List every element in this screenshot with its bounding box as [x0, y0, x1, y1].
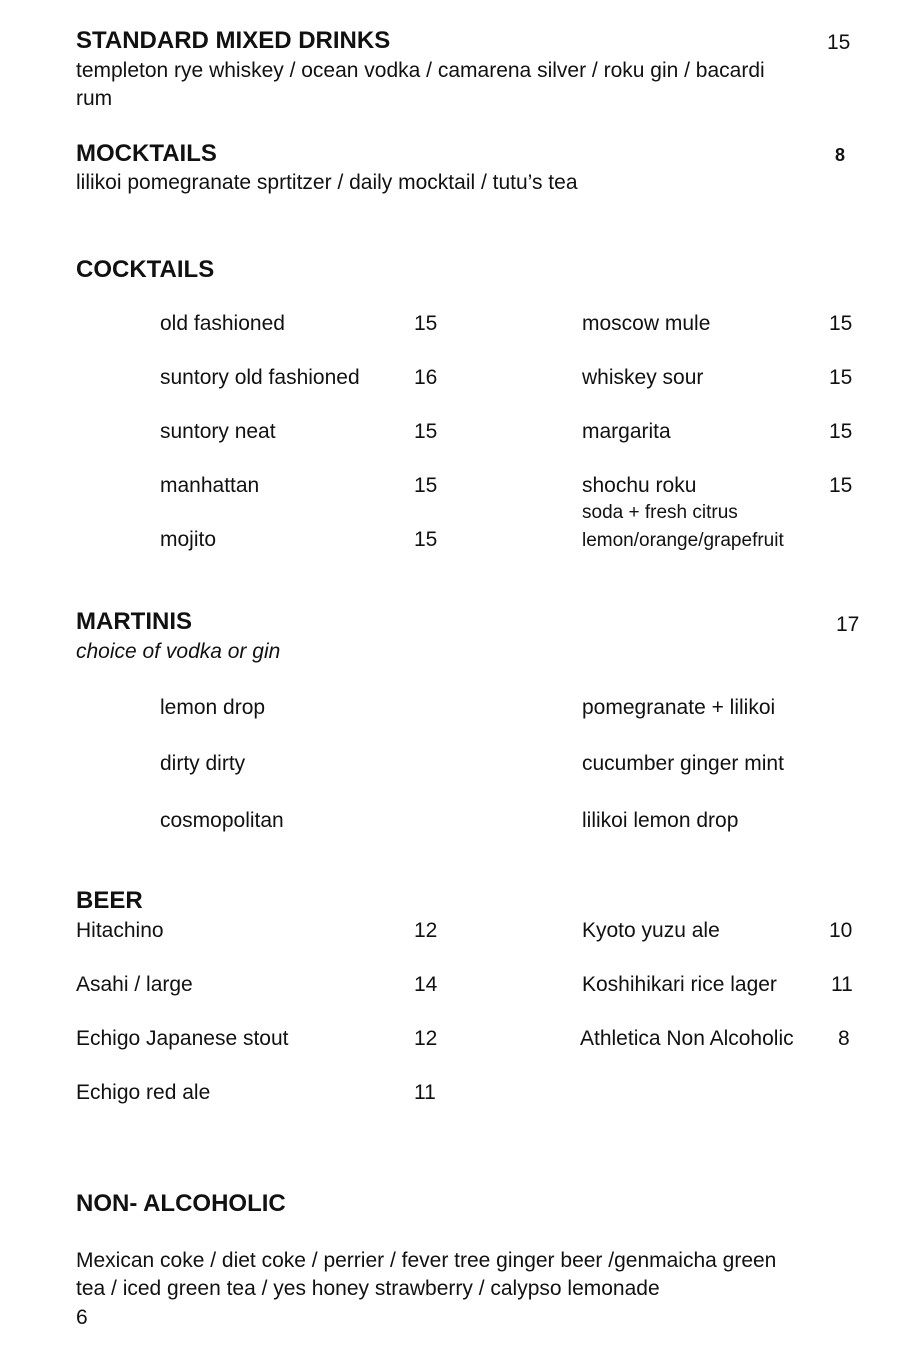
cocktail-name: manhattan — [160, 474, 260, 497]
page-number: 6 — [76, 1306, 88, 1329]
cocktail-name: shochu roku — [582, 474, 697, 497]
martinis-heading: MARTINIS — [76, 608, 192, 635]
beer-price: 10 — [829, 919, 853, 942]
standard-mixed-drinks-items: templeton rye whiskey / ocean vodka / camarena silver / roku gin / bacardi — [76, 59, 765, 82]
non-alcoholic-heading: NON- ALCOHOLIC — [76, 1190, 286, 1217]
cocktail-price: 15 — [829, 366, 853, 389]
cocktail-price: 15 — [414, 474, 438, 497]
beer-price: 12 — [414, 1027, 438, 1050]
martini-name: dirty dirty — [160, 752, 246, 775]
cocktail-name: moscow mule — [582, 312, 711, 335]
standard-mixed-drinks-price: 15 — [827, 31, 851, 54]
martini-name: cosmopolitan — [160, 809, 284, 832]
cocktail-name: whiskey sour — [582, 366, 704, 389]
beer-price: 11 — [831, 973, 853, 996]
non-alcoholic-items-cont: tea / iced green tea / yes honey strawberry / calypso lemonade — [76, 1277, 660, 1300]
beer-name: Athletica Non Alcoholic — [580, 1027, 794, 1050]
mocktails-price: 8 — [835, 145, 846, 165]
martini-name: pomegranate + lilikoi — [582, 696, 776, 719]
standard-mixed-drinks-items-cont: rum — [76, 87, 113, 110]
beer-name: Koshihikari rice lager — [582, 973, 777, 996]
cocktail-price: 15 — [414, 312, 438, 335]
beer-name: Echigo Japanese stout — [76, 1027, 289, 1050]
cocktail-price: 15 — [829, 420, 853, 443]
cocktail-name: old fashioned — [160, 312, 285, 335]
beer-price: 8 — [838, 1027, 850, 1050]
cocktail-name: margarita — [582, 420, 671, 443]
martini-name: lemon drop — [160, 696, 266, 719]
martini-name: lilikoi lemon drop — [582, 809, 739, 832]
beer-name: Asahi / large — [76, 973, 193, 996]
beer-name: Hitachino — [76, 919, 164, 942]
non-alcoholic-items: Mexican coke / diet coke / perrier / fever tree ginger beer /genmaicha green — [76, 1249, 777, 1272]
cocktails-heading: COCKTAILS — [76, 256, 215, 283]
beer-price: 12 — [414, 919, 438, 942]
martinis-subtitle: choice of vodka or gin — [76, 640, 281, 663]
cocktail-price: 16 — [414, 366, 438, 389]
beer-name: Kyoto yuzu ale — [582, 919, 720, 942]
cocktail-price: 15 — [829, 474, 853, 497]
beer-name: Echigo red ale — [76, 1081, 211, 1104]
martini-name: cucumber ginger mint — [582, 752, 784, 775]
beer-price: 11 — [414, 1081, 436, 1104]
cocktail-name: suntory neat — [160, 420, 276, 443]
mocktails-items: lilikoi pomegranate sprtitzer / daily mocktail / tutu’s tea — [76, 171, 578, 194]
cocktail-price: 15 — [829, 312, 853, 335]
beer-heading: BEER — [76, 887, 143, 914]
cocktail-price: 15 — [414, 420, 438, 443]
cocktail-name: mojito — [160, 528, 217, 551]
beer-price: 14 — [414, 973, 438, 996]
standard-mixed-drinks-heading: STANDARD MIXED DRINKS — [76, 27, 391, 54]
cocktail-name: suntory old fashioned — [160, 366, 360, 389]
shochu-note: soda + fresh citrus — [582, 502, 738, 523]
cocktail-price: 15 — [414, 528, 438, 551]
shochu-note-citrus: lemon/orange/grapefruit — [582, 530, 784, 551]
mocktails-heading: MOCKTAILS — [76, 140, 217, 167]
martinis-price: 17 — [836, 613, 860, 636]
